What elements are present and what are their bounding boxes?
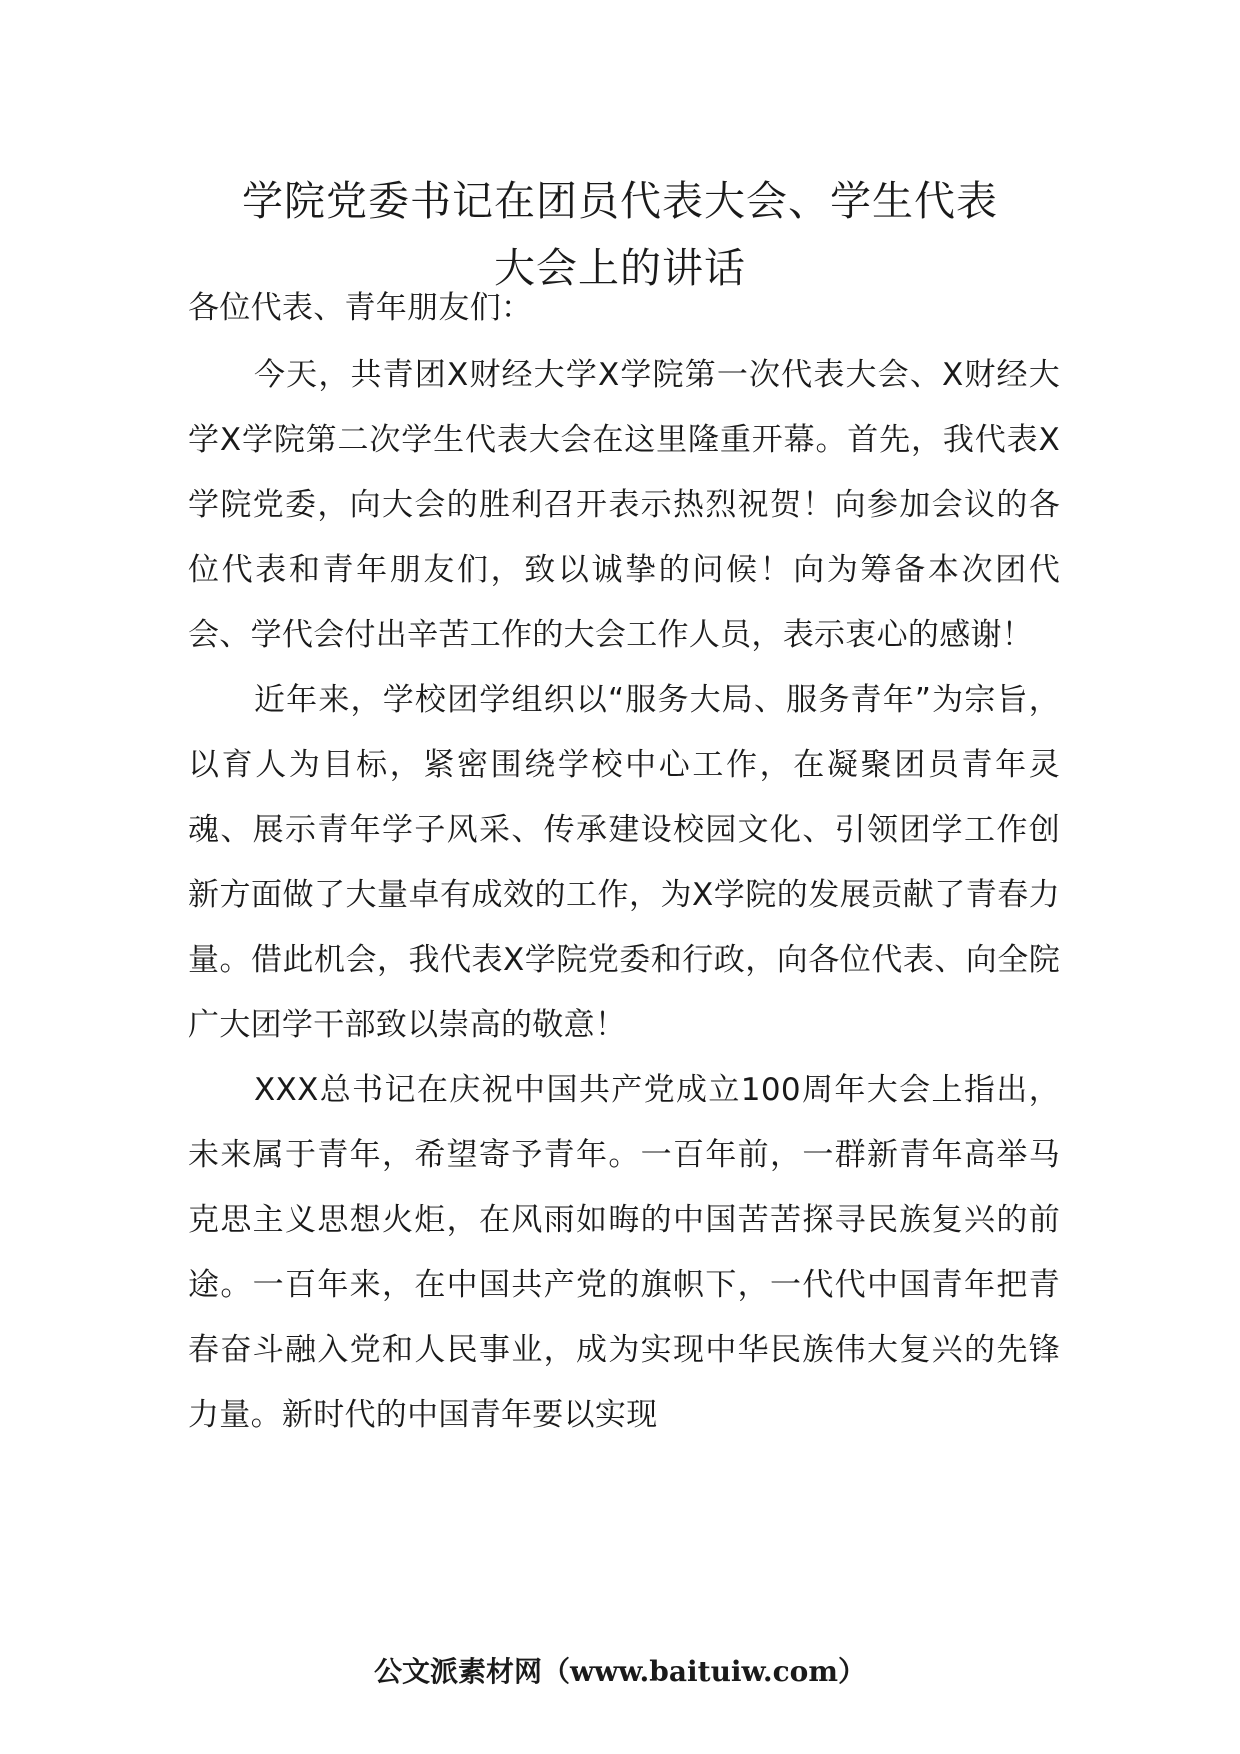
title-line-1: 学院党委书记在团员代表大会、学生代表 [242,177,998,225]
document-body [188,276,1060,1448]
paragraph-2: 近年来，学校团学组织以“服务大局、服务青年”为宗旨，以育人为目标，紧密围绕学校中心工作，在凝聚团员青年灵魂、展示青年学子风采、传承建设校园文化、引领团学工作创新方面做了大量卓有成效的工作，为X学院的发展贡献了青春力量。借此机会，我代表X学院党委和行政，向各位代表、向全院广大团学干部致以崇高的敬意！ [188,682,1060,1043]
title-line-2: 大会上的讲话 [494,244,746,292]
salutation: 各位代表、青年朋友们： [188,290,533,326]
paragraph-1: 今天，共青团X财经大学X学院第一次代表大会、X财经大学X学院第二次学生代表大会在这里隆重开幕。首先，我代表X学院党委，向大会的胜利召开表示热烈祝贺！向参加会议的各位代表和青年朋友们，致以诚挚的问候！向为筹备本次团代会、学代会付出辛苦工作的大会工作人员，表示衷心的感谢！ [188,357,1060,653]
paragraph-3: XXX总书记在庆祝中国共产党成立100周年大会上指出，未来属于青年，希望寄予青年。一百年前，一群新青年高举马克思主义思想火炬，在风雨如晦的中国苦苦探寻民族复兴的前途。一百年来，在中国共产党的旗帜下，一代代中国青年把青春奋斗融入党和人民事业，成为实现中华民族伟大复兴的先锋力量。新时代的中国青年要以实现 [188,1072,1060,1433]
footer-watermark: 公文派素材网（www.baituiw.com） [374,1655,866,1688]
